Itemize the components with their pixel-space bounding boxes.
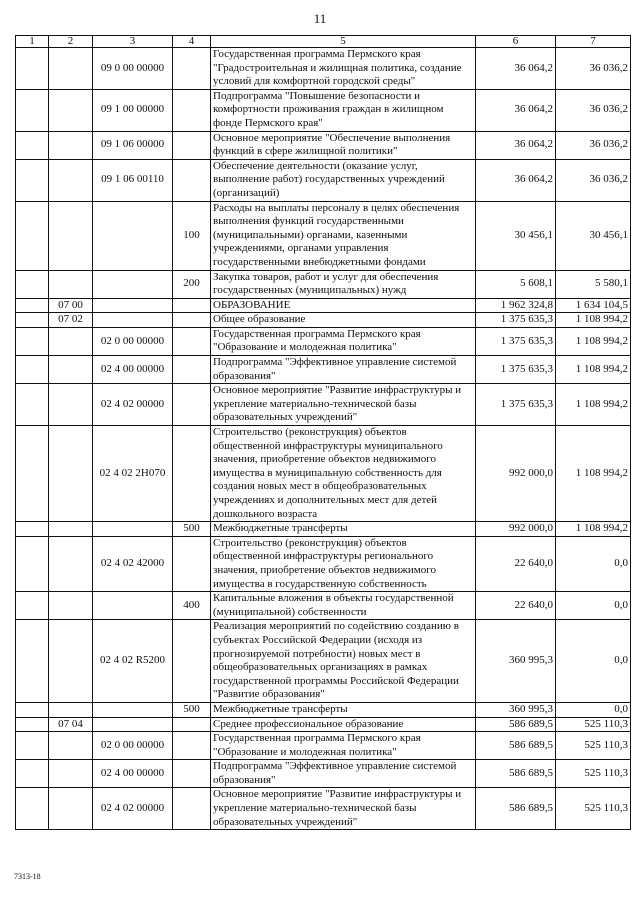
amount-7-cell: 36 036,2 xyxy=(556,131,631,159)
section-code-cell xyxy=(49,384,93,426)
amount-6-cell: 586 689,5 xyxy=(476,717,556,732)
table-row xyxy=(16,522,631,537)
section-code-cell xyxy=(49,327,93,355)
expense-type-cell xyxy=(173,48,211,90)
col-1-cell xyxy=(16,760,49,788)
table-row xyxy=(16,620,631,703)
expense-type-cell xyxy=(173,426,211,522)
section-code-cell xyxy=(49,732,93,760)
section-code-cell xyxy=(49,356,93,384)
target-item-code-cell xyxy=(93,270,173,298)
item-name-cell: Государственная программа Пермского края "Градостроительная и жилищная политика, создание условий для комфортной городской среды" xyxy=(211,48,476,90)
table-row xyxy=(16,313,631,328)
amount-6-cell: 586 689,5 xyxy=(476,788,556,830)
amount-7-cell: 525 110,3 xyxy=(556,732,631,760)
section-code-cell xyxy=(49,426,93,522)
amount-7-cell: 0,0 xyxy=(556,620,631,703)
table-row xyxy=(16,298,631,313)
target-item-code-cell xyxy=(93,717,173,732)
expense-type-cell: 500 xyxy=(173,702,211,717)
amount-7-cell: 30 456,1 xyxy=(556,201,631,270)
item-name-cell: Обеспечение деятельности (оказание услуг, выполнение работ) государственных учреждений (организаций) xyxy=(211,159,476,201)
target-item-code-cell: 02 4 00 00000 xyxy=(93,760,173,788)
expense-type-cell xyxy=(173,384,211,426)
amount-7-cell: 1 634 104,5 xyxy=(556,298,631,313)
amount-7-cell: 525 110,3 xyxy=(556,760,631,788)
amount-7-cell: 1 108 994,2 xyxy=(556,313,631,328)
section-code-cell xyxy=(49,159,93,201)
table-row xyxy=(16,356,631,384)
amount-7-cell: 36 036,2 xyxy=(556,159,631,201)
col-1-cell xyxy=(16,313,49,328)
amount-6-cell: 36 064,2 xyxy=(476,159,556,201)
amount-6-cell: 5 608,1 xyxy=(476,270,556,298)
item-name-cell: Закупка товаров, работ и услуг для обеспечения государственных (муниципальных) нужд xyxy=(211,270,476,298)
item-name-cell: ОБРАЗОВАНИЕ xyxy=(211,298,476,313)
budget-table xyxy=(15,35,631,830)
col-1-cell xyxy=(16,384,49,426)
section-code-cell xyxy=(49,592,93,620)
expense-type-cell xyxy=(173,732,211,760)
table-row xyxy=(16,732,631,760)
amount-7-cell: 1 108 994,2 xyxy=(556,426,631,522)
table-row xyxy=(16,426,631,522)
item-name-cell: Подпрограмма "Повышение безопасности и комфортности проживания граждан в жилищном фонде Пермского края" xyxy=(211,89,476,131)
table-row xyxy=(16,159,631,201)
amount-7-cell: 0,0 xyxy=(556,592,631,620)
item-name-cell: Межбюджетные трансферты xyxy=(211,702,476,717)
col-1-cell xyxy=(16,592,49,620)
amount-6-cell: 586 689,5 xyxy=(476,760,556,788)
amount-7-cell: 1 108 994,2 xyxy=(556,384,631,426)
amount-6-cell: 360 995,3 xyxy=(476,702,556,717)
target-item-code-cell: 09 0 00 00000 xyxy=(93,48,173,90)
amount-6-cell: 586 689,5 xyxy=(476,732,556,760)
expense-type-cell: 400 xyxy=(173,592,211,620)
expense-type-cell xyxy=(173,788,211,830)
target-item-code-cell: 02 4 00 00000 xyxy=(93,356,173,384)
section-code-cell xyxy=(49,620,93,703)
expense-type-cell xyxy=(173,356,211,384)
col-1-cell xyxy=(16,788,49,830)
amount-6-cell: 992 000,0 xyxy=(476,522,556,537)
table-body xyxy=(16,48,631,830)
expense-type-cell xyxy=(173,327,211,355)
column-number-2: 2 xyxy=(49,36,93,48)
item-name-cell: Капитальные вложения в объекты государственной (муниципальной) собственности xyxy=(211,592,476,620)
table-row xyxy=(16,788,631,830)
col-1-cell xyxy=(16,732,49,760)
table-row xyxy=(16,327,631,355)
col-1-cell xyxy=(16,717,49,732)
target-item-code-cell: 02 4 02 00000 xyxy=(93,384,173,426)
expense-type-cell: 500 xyxy=(173,522,211,537)
col-1-cell xyxy=(16,131,49,159)
section-code-cell xyxy=(49,760,93,788)
amount-7-cell: 36 036,2 xyxy=(556,89,631,131)
table-row xyxy=(16,201,631,270)
col-1-cell xyxy=(16,702,49,717)
amount-6-cell: 30 456,1 xyxy=(476,201,556,270)
table-row xyxy=(16,702,631,717)
section-code-cell: 07 00 xyxy=(49,298,93,313)
target-item-code-cell: 02 0 00 00000 xyxy=(93,732,173,760)
amount-6-cell: 1 375 635,3 xyxy=(476,356,556,384)
item-name-cell: Строительство (реконструкция) объектов общественной инфраструктуры регионального значения, приобретение объектов недвижимого имущества в государственную собственность xyxy=(211,536,476,591)
col-1-cell xyxy=(16,201,49,270)
table-row xyxy=(16,48,631,90)
section-code-cell xyxy=(49,270,93,298)
column-number-row xyxy=(16,36,631,48)
amount-6-cell: 360 995,3 xyxy=(476,620,556,703)
table-row xyxy=(16,717,631,732)
section-code-cell xyxy=(49,702,93,717)
item-name-cell: Основное мероприятие "Развитие инфраструктуры и укрепление материально-технической базы образовательных учреждений" xyxy=(211,384,476,426)
col-1-cell xyxy=(16,89,49,131)
amount-7-cell: 525 110,3 xyxy=(556,717,631,732)
item-name-cell: Расходы на выплаты персоналу в целях обеспечения выполнения функций государственными (муниципальными) органами, казенными учреждениями, органами управления государственными внебюджетными фондами xyxy=(211,201,476,270)
target-item-code-cell: 02 4 02 00000 xyxy=(93,788,173,830)
col-1-cell xyxy=(16,159,49,201)
expense-type-cell xyxy=(173,536,211,591)
table-row xyxy=(16,384,631,426)
table-row xyxy=(16,89,631,131)
amount-7-cell: 5 580,1 xyxy=(556,270,631,298)
col-1-cell xyxy=(16,620,49,703)
item-name-cell: Реализация мероприятий по содействию созданию в субъектах Российской Федерации (исходя из прогнозируемой потребности) новых мест в общеобразовательных организациях в рамках государственной программы Российской Федерации "Развитие образования" xyxy=(211,620,476,703)
amount-6-cell: 992 000,0 xyxy=(476,426,556,522)
expense-type-cell xyxy=(173,313,211,328)
footer-code: 7313-18 xyxy=(14,872,41,881)
item-name-cell: Строительство (реконструкция) объектов общественной инфраструктуры муниципального значения, приобретение объектов недвижимого имущества в муниципальную собственность для создания новых мест в общеобразовательных учреждениях и дополнительных мест для детей дошкольного возраста xyxy=(211,426,476,522)
amount-6-cell: 22 640,0 xyxy=(476,592,556,620)
target-item-code-cell xyxy=(93,298,173,313)
table-row xyxy=(16,131,631,159)
amount-7-cell: 36 036,2 xyxy=(556,48,631,90)
item-name-cell: Основное мероприятие "Развитие инфраструктуры и укрепление материально-технической базы образовательных учреждений" xyxy=(211,788,476,830)
target-item-code-cell xyxy=(93,313,173,328)
target-item-code-cell: 09 1 00 00000 xyxy=(93,89,173,131)
section-code-cell xyxy=(49,536,93,591)
expense-type-cell xyxy=(173,717,211,732)
item-name-cell: Государственная программа Пермского края "Образование и молодежная политика" xyxy=(211,327,476,355)
amount-6-cell: 22 640,0 xyxy=(476,536,556,591)
target-item-code-cell xyxy=(93,592,173,620)
target-item-code-cell: 02 0 00 00000 xyxy=(93,327,173,355)
table-row xyxy=(16,592,631,620)
amount-7-cell: 1 108 994,2 xyxy=(556,356,631,384)
target-item-code-cell: 02 4 02 2Н070 xyxy=(93,426,173,522)
section-code-cell: 07 04 xyxy=(49,717,93,732)
item-name-cell: Основное мероприятие "Обеспечение выполнения функций в сфере жилищной политики" xyxy=(211,131,476,159)
expense-type-cell xyxy=(173,620,211,703)
expense-type-cell: 200 xyxy=(173,270,211,298)
column-number-3: 3 xyxy=(93,36,173,48)
section-code-cell xyxy=(49,788,93,830)
item-name-cell: Среднее профессиональное образование xyxy=(211,717,476,732)
item-name-cell: Общее образование xyxy=(211,313,476,328)
section-code-cell xyxy=(49,522,93,537)
expense-type-cell xyxy=(173,89,211,131)
column-number-5: 5 xyxy=(211,36,476,48)
column-number-4: 4 xyxy=(173,36,211,48)
amount-6-cell: 36 064,2 xyxy=(476,48,556,90)
section-code-cell xyxy=(49,89,93,131)
expense-type-cell xyxy=(173,760,211,788)
amount-6-cell: 1 962 324,8 xyxy=(476,298,556,313)
col-1-cell xyxy=(16,270,49,298)
amount-7-cell: 0,0 xyxy=(556,702,631,717)
amount-6-cell: 36 064,2 xyxy=(476,89,556,131)
amount-7-cell: 525 110,3 xyxy=(556,788,631,830)
column-number-7: 7 xyxy=(556,36,631,48)
section-code-cell xyxy=(49,131,93,159)
expense-type-cell xyxy=(173,159,211,201)
amount-7-cell: 1 108 994,2 xyxy=(556,327,631,355)
amount-6-cell: 1 375 635,3 xyxy=(476,313,556,328)
item-name-cell: Подпрограмма "Эффективное управление системой образования" xyxy=(211,356,476,384)
item-name-cell: Межбюджетные трансферты xyxy=(211,522,476,537)
amount-6-cell: 1 375 635,3 xyxy=(476,384,556,426)
target-item-code-cell: 09 1 06 00110 xyxy=(93,159,173,201)
page-number: 11 xyxy=(313,11,327,26)
col-1-cell xyxy=(16,426,49,522)
target-item-code-cell: 02 4 02 42000 xyxy=(93,536,173,591)
col-1-cell xyxy=(16,298,49,313)
section-code-cell xyxy=(49,48,93,90)
amount-7-cell: 1 108 994,2 xyxy=(556,522,631,537)
col-1-cell xyxy=(16,536,49,591)
item-name-cell: Подпрограмма "Эффективное управление системой образования" xyxy=(211,760,476,788)
column-number-1: 1 xyxy=(16,36,49,48)
col-1-cell xyxy=(16,522,49,537)
amount-6-cell: 36 064,2 xyxy=(476,131,556,159)
section-code-cell: 07 02 xyxy=(49,313,93,328)
target-item-code-cell xyxy=(93,702,173,717)
target-item-code-cell: 09 1 06 00000 xyxy=(93,131,173,159)
table-row xyxy=(16,270,631,298)
expense-type-cell: 100 xyxy=(173,201,211,270)
col-1-cell xyxy=(16,327,49,355)
amount-7-cell: 0,0 xyxy=(556,536,631,591)
section-code-cell xyxy=(49,201,93,270)
amount-6-cell: 1 375 635,3 xyxy=(476,327,556,355)
column-number-6: 6 xyxy=(476,36,556,48)
table-row xyxy=(16,536,631,591)
target-item-code-cell xyxy=(93,201,173,270)
target-item-code-cell xyxy=(93,522,173,537)
expense-type-cell xyxy=(173,298,211,313)
col-1-cell xyxy=(16,356,49,384)
target-item-code-cell: 02 4 02 R5200 xyxy=(93,620,173,703)
col-1-cell xyxy=(16,48,49,90)
item-name-cell: Государственная программа Пермского края "Образование и молодежная политика" xyxy=(211,732,476,760)
table-row xyxy=(16,760,631,788)
expense-type-cell xyxy=(173,131,211,159)
